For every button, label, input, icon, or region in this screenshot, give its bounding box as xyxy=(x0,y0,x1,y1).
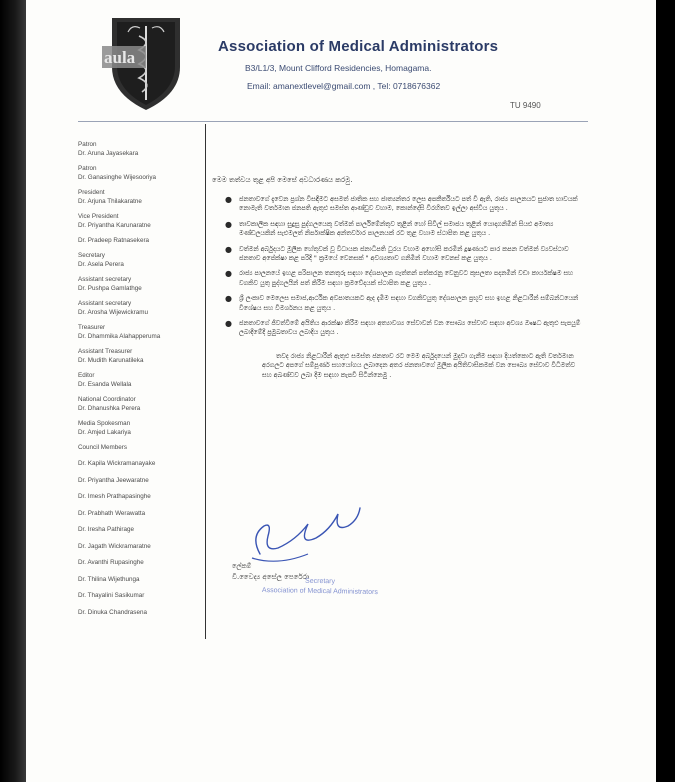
header-divider xyxy=(78,121,588,122)
officer-name: Dr. Dhammika Alahapperuma xyxy=(78,333,161,340)
officer-name: Dr. Aruna Jayasekara xyxy=(78,150,139,157)
logo-wordmark: aula xyxy=(104,48,136,67)
officer-role: Treasurer xyxy=(78,324,106,331)
officer-entry xyxy=(78,251,203,269)
officer-entry xyxy=(78,371,203,389)
bullet-dot-icon: ● xyxy=(225,219,232,229)
officer-name: Dr. Asela Perera xyxy=(78,261,124,268)
officer-entry xyxy=(78,323,203,341)
bullet-dot-icon: ● xyxy=(225,319,232,329)
bullet-dot-icon: ● xyxy=(225,244,232,254)
demands-list xyxy=(212,195,582,338)
officer-name: Dr. Arosha Wijewickramu xyxy=(78,309,148,316)
reference-number: TU 9490 xyxy=(510,101,541,110)
officer-entry xyxy=(78,236,203,245)
organization-contact: Email: amanextlevel@gmail.com , Tel: 0718676362 xyxy=(247,81,441,91)
sidebar-divider xyxy=(205,124,206,639)
bullet-dot-icon: ● xyxy=(225,195,232,204)
council-members-list xyxy=(78,459,203,617)
council-member: Dr. Iresha Pathirage xyxy=(78,526,135,533)
officer-name: Dr. Pushpa Gamlathge xyxy=(78,285,142,292)
demand-text: ජනතාවගේ ජිවත්වීමේ අයිතිය ආරක්ෂා කිරීම සඳහා අත්‍යාවශ්‍ය සේවාවන් වන සෞඛ්‍ය සේවාව සඳහා අවශ්‍ය ඖෂධ ඇතුළු සැපයුම් ලබාදීමේදී ප්‍රමුඛතාවය ලබාදිය යුතුය . xyxy=(239,319,581,337)
officer-role: Media Spokesman xyxy=(78,420,131,427)
officer-entry xyxy=(78,347,203,365)
officer-role: Assistant secretary xyxy=(78,276,132,283)
demand-item xyxy=(212,319,582,338)
council-member: Dr. Priyantha Jeewaratne xyxy=(78,476,149,484)
council-member: Dr. Jagath Wickramaratne xyxy=(78,542,151,550)
officer-entry xyxy=(78,140,203,158)
officer-name: Dr. Ganasinghe Wijesooriya xyxy=(78,174,157,181)
association-logo xyxy=(84,12,194,112)
officer-entry xyxy=(78,395,203,413)
officer-name: Dr. Pradeep Ratnasekera xyxy=(78,237,150,244)
officer-name: Dr. Arjuna Thilakaratne xyxy=(78,198,142,205)
demand-item xyxy=(212,269,582,288)
demand-text: වත්මන් අර්බුදයට මූලික හේතුවක් වූ විධායක ජනාධිපති ධුරය වහාම අහෝසි කරමින් දූෂණයට පාර කපන වත්මන් ව්‍යවස්ථාව ජනතාව අපේක්ෂා කළ පරිදි " ක්‍රමයේ වෙනසක් " අවශ්‍යතාව ගනිමින් වහාම වෙනස් කළ යුතුය . xyxy=(239,244,569,263)
officer-name: Dr. Mudith Karunatileka xyxy=(78,357,144,364)
officer-role: National Coordinator xyxy=(78,396,136,403)
scan-shadow-left xyxy=(0,0,26,782)
council-member: Dr. Avanthi Rupasinghe xyxy=(78,559,144,566)
council-member: Dr. Imesh Prathapasinghe xyxy=(78,493,151,500)
demand-text: තාවකාලික සඳහා සුදුසු පුද්ගලයෙකු වත්මන් පාර්ලිමේන්තුව තුළින් හෝ සිවිල් සමාජය තුළින් යොදාගනිමින් සියළු අමාත්‍ය මණ්ඩලයකින් සැළුමලත් නිර්පාක්ෂික අන්තර්වාර පාලනයක් රට තුළ වහාම ස්ථාපිත කළ යුතුය . xyxy=(239,219,554,238)
stamp-line-2: Association of Medical Administrators xyxy=(261,586,378,597)
demand-item xyxy=(212,245,582,264)
council-title: Council Members xyxy=(78,444,127,451)
officer-entry xyxy=(78,299,203,317)
officer-role: Patron xyxy=(78,141,97,148)
letter-closing: තවද රාජ්‍ය නිළධාරීන් ඇතුළු සමස්ත ජනතාව රට මෙම අර්බුදයෙන් මුදවා ගැනීම සඳහා දියත්කොට ඇති වර්තමාන අරගලට අපගේ සම්පූර්ණ සහයෝගය ලබාදෙන අතර ජනතාවගේ මූලික අයිතිවාසිකමක් වන සෞඛ්‍ය සේවාව විධිමත්ව සහ අඛණ්ඩව ලබා දීම සඳහා කැපවී සිටින්නෙමු . xyxy=(262,351,576,379)
stamp-line-1: Secretary xyxy=(305,577,336,586)
demand-item xyxy=(212,220,582,239)
bullet-dot-icon: ● xyxy=(225,294,232,304)
council-member: Dr. Thayalini Sasikumar xyxy=(78,592,145,599)
council-member: Dr. Kapila Wickramanayake xyxy=(78,460,156,467)
demand-text: රාජ්‍ය පාලනයේ ඉහළ පරිපාලන තනතුරු සඳහා දේශපාලන ගැත්තන් පත්කරනු වෙනුවට කුසලතා පදනමින් වඩා කාර්යක්ෂම සහ වගකිව යුතු පුද්ගලයින් පත් කිරීම සඳහා ක්‍රමවේදයක් ස්ථාපිත කළ යුතුය . xyxy=(239,269,574,287)
officer-role: Vice President xyxy=(78,213,119,220)
secretary-stamp xyxy=(262,576,378,598)
demand-item xyxy=(212,195,582,214)
demand-text: ශ්‍රී ලංකාව මෙලෙස සමාජ,ආර්ථික අවපාතයකට ඇද දැමීම සඳහා වගකිවයුතු දේශපාලන ප්‍රභූව සහ ඉහළ නිළධාරීන් සම්බන්ධයෙන් විශේෂය සහ විමර්ශනය කළ යුතුය . xyxy=(239,294,579,312)
officer-name: Dr. Dhanushka Perera xyxy=(78,405,141,412)
officer-role: Patron xyxy=(78,165,97,172)
officer-entry xyxy=(78,188,203,206)
officer-role: Assistant secretary xyxy=(78,300,132,307)
officer-name: Dr. Esanda Wellala xyxy=(78,381,132,388)
officer-name: Dr. Amjed Lakariya xyxy=(78,429,131,436)
officers-sidebar xyxy=(78,140,203,624)
officer-name: Dr. Priyantha Karunaratne xyxy=(78,222,151,229)
council-member: Dr. Thilina Wijethunga xyxy=(78,575,140,583)
organization-name: Association of Medical Administrators xyxy=(218,38,499,55)
handwritten-signature xyxy=(238,496,378,576)
letter-body xyxy=(212,176,582,380)
letter-intro: මෙම තත්වය තුළ අපි මෙසේ අවධාරණය කරමු. xyxy=(212,176,353,184)
officer-entry xyxy=(78,212,203,230)
officers-list xyxy=(78,140,203,437)
officer-entry xyxy=(78,275,203,293)
bullet-dot-icon: ● xyxy=(225,269,232,279)
officer-role: President xyxy=(78,189,105,196)
scan-shadow-right xyxy=(656,0,675,782)
officer-role: Assistant Treasurer xyxy=(78,348,133,355)
demand-text: ජනතාවගේ දැවෙන ප්‍රශ්න විසඳීමට අසමත් ජාතික සහ ජාත්‍යන්තර ලෙස අපකීර්තියට පත් වී ඇති, රාජ්‍ය පාලනයට සුජාත භාවයක් නොමැති වර්තමාන ජනපති ඇතුළු සමස්ත ආණ්ඩුව වහාම, කොන්දේසි විරහිතව ඉල්ලා අස්විය යුතුය . xyxy=(239,195,578,213)
officer-entry xyxy=(78,164,203,182)
officer-role: Editor xyxy=(78,372,95,379)
council-member: Dr. Dinuka Chandrasena xyxy=(78,608,147,616)
organization-address: B3/L1/3, Mount Clifford Residencies, Homagama. xyxy=(245,63,432,73)
signoff-title: ලේකම් xyxy=(232,562,252,570)
officer-role: Secretary xyxy=(78,252,105,259)
council-member: Dr. Prabhath Werawatta xyxy=(78,509,146,517)
demand-item xyxy=(212,294,582,313)
officer-entry xyxy=(78,419,203,437)
signoff-name: වී.වෛද්‍ය අසේල පෙරේරා xyxy=(232,573,310,581)
